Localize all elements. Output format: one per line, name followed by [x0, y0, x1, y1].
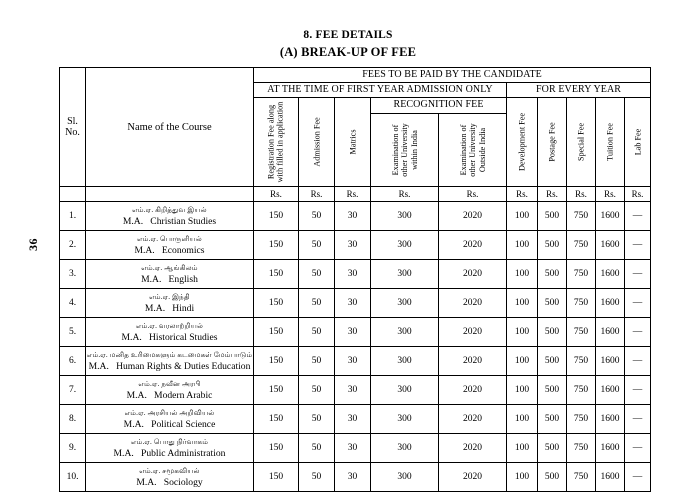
cell-fee-value: 150 [254, 347, 299, 376]
cell-fee-value: 50 [299, 318, 335, 347]
table-row [60, 434, 651, 463]
cell-fee-value: 500 [538, 463, 567, 492]
header-course-name: Name of the Course [86, 68, 254, 187]
table-row [60, 318, 651, 347]
header-col-postage-fee [538, 98, 567, 187]
cell-sl-no: 4. [60, 289, 86, 318]
cell-fee-value: 50 [299, 376, 335, 405]
cell-course-name [86, 347, 254, 376]
currency-exam-outside-india: Rs. [439, 187, 507, 202]
header-col-postage-fee-label: Postage Fee [547, 122, 557, 162]
cell-fee-value: — [625, 289, 651, 318]
course-name-english: M.A. Hindi [144, 303, 195, 314]
fee-details-table-container [59, 67, 644, 492]
cell-fee-value: 30 [335, 202, 371, 231]
course-name-english: M.A. English [141, 274, 198, 285]
cell-sl-no: 10. [60, 463, 86, 492]
cell-fee-value: 100 [507, 289, 538, 318]
header-band-recognition-fee: RECOGNITION FEE [371, 98, 507, 114]
cell-fee-value: 150 [254, 260, 299, 289]
currency-development-fee: Rs. [507, 187, 538, 202]
cell-fee-value: 50 [299, 202, 335, 231]
cell-fee-value: 750 [567, 347, 596, 376]
table-row [60, 231, 651, 260]
cell-fee-value: 150 [254, 376, 299, 405]
cell-fee-value: 30 [335, 376, 371, 405]
header-col-exam-outside-india-label: Examination of other University Outside India [458, 123, 487, 177]
cell-fee-value: 500 [538, 434, 567, 463]
cell-course-name [86, 231, 254, 260]
cell-fee-value: 50 [299, 434, 335, 463]
cell-sl-no: 7. [60, 376, 86, 405]
course-name-tamil: எம்.ஏ. ஆங்கிலம் [141, 264, 198, 272]
fee-details-table [59, 67, 651, 492]
cell-fee-value: 300 [371, 260, 439, 289]
cell-fee-value: 50 [299, 231, 335, 260]
cell-fee-value: 30 [335, 289, 371, 318]
cell-fee-value: 500 [538, 347, 567, 376]
cell-sl-no: 8. [60, 405, 86, 434]
table-row [60, 405, 651, 434]
cell-sl-no: 9. [60, 434, 86, 463]
cell-fee-value: — [625, 376, 651, 405]
cell-fee-value: 1600 [596, 434, 625, 463]
header-col-lab-fee [625, 98, 651, 187]
table-header [60, 68, 651, 202]
currency-exam-within-india: Rs. [371, 187, 439, 202]
cell-fee-value: 750 [567, 289, 596, 318]
cell-fee-value: 500 [538, 260, 567, 289]
cell-fee-value: 150 [254, 289, 299, 318]
header-col-special-fee [567, 98, 596, 187]
cell-fee-value: 1600 [596, 260, 625, 289]
cell-fee-value: 1600 [596, 405, 625, 434]
cell-fee-value: 2020 [439, 434, 507, 463]
cell-fee-value: 300 [371, 347, 439, 376]
cell-sl-no: 3. [60, 260, 86, 289]
cell-fee-value: 100 [507, 463, 538, 492]
table-row [60, 347, 651, 376]
header-col-admission-fee-label: Admission Fee [311, 117, 321, 167]
cell-fee-value: 500 [538, 376, 567, 405]
header-col-development-fee-label: Development Fee [517, 113, 527, 171]
header-sl-line2: No. [65, 127, 80, 138]
cell-fee-value: 1600 [596, 318, 625, 347]
currency-matrics: Rs. [335, 187, 371, 202]
header-col-tuition-fee [596, 98, 625, 187]
cell-fee-value: 100 [507, 347, 538, 376]
header-col-tuition-fee-label: Tuition Fee [605, 123, 615, 161]
table-body [60, 202, 651, 492]
course-name-english: M.A. Sociology [136, 477, 203, 488]
cell-fee-value: 750 [567, 231, 596, 260]
cell-fee-value: 750 [567, 434, 596, 463]
currency-lab-fee: Rs. [625, 187, 651, 202]
currency-special-fee: Rs. [567, 187, 596, 202]
course-name-english: M.A. Political Science [123, 419, 216, 430]
header-band-every-year: FOR EVERY YEAR [507, 83, 651, 98]
course-name-tamil: எம்.ஏ. அரசியல் அறிவியல் [124, 409, 215, 417]
cell-fee-value: 1600 [596, 347, 625, 376]
cell-fee-value: 150 [254, 202, 299, 231]
header-band-row-1 [60, 68, 651, 83]
cell-fee-value: 2020 [439, 260, 507, 289]
cell-fee-value: 1600 [596, 376, 625, 405]
cell-fee-value: 2020 [439, 376, 507, 405]
cell-fee-value: 30 [335, 434, 371, 463]
cell-fee-value: — [625, 347, 651, 376]
page-heading [0, 28, 696, 60]
cell-fee-value: 150 [254, 405, 299, 434]
cell-fee-value: 1600 [596, 289, 625, 318]
header-col-lab-fee-label: Lab Fee [632, 128, 642, 156]
cell-fee-value: 2020 [439, 318, 507, 347]
cell-fee-value: 100 [507, 318, 538, 347]
cell-fee-value: — [625, 434, 651, 463]
cell-fee-value: 300 [371, 376, 439, 405]
cell-fee-value: — [625, 260, 651, 289]
header-sl-no [60, 68, 86, 187]
table-row [60, 376, 651, 405]
header-col-admission-fee [299, 98, 335, 187]
cell-fee-value: 750 [567, 405, 596, 434]
cell-fee-value: 100 [507, 260, 538, 289]
table-row [60, 202, 651, 231]
cell-fee-value: 300 [371, 318, 439, 347]
currency-row [60, 187, 651, 202]
course-name-tamil: எம்.ஏ. இந்தி [149, 293, 190, 301]
cell-fee-value: 50 [299, 463, 335, 492]
cell-sl-no: 6. [60, 347, 86, 376]
cell-fee-value: 150 [254, 318, 299, 347]
cell-fee-value: 100 [507, 376, 538, 405]
cell-fee-value: 750 [567, 202, 596, 231]
cell-fee-value: 100 [507, 231, 538, 260]
course-name-english: M.A. Public Administration [113, 448, 226, 459]
cell-course-name [86, 434, 254, 463]
cell-fee-value: 30 [335, 405, 371, 434]
cell-fee-value: 1600 [596, 463, 625, 492]
cell-course-name [86, 376, 254, 405]
cell-fee-value: 500 [538, 405, 567, 434]
cell-fee-value: 100 [507, 202, 538, 231]
cell-fee-value: 50 [299, 405, 335, 434]
cell-fee-value: 150 [254, 231, 299, 260]
cell-fee-value: 50 [299, 260, 335, 289]
course-name-english: M.A. Human Rights & Duties Education [88, 361, 251, 372]
course-name-tamil: எம்.ஏ. பொது நிர்வாகம் [130, 438, 209, 446]
cell-fee-value: 750 [567, 463, 596, 492]
cell-fee-value: 2020 [439, 289, 507, 318]
cell-course-name [86, 405, 254, 434]
header-sl-line1: Sl. [67, 115, 78, 127]
table-row [60, 260, 651, 289]
cell-course-name [86, 202, 254, 231]
cell-fee-value: — [625, 318, 651, 347]
currency-registration-fee: Rs. [254, 187, 299, 202]
currency-spacer-sl [60, 187, 86, 202]
currency-postage-fee: Rs. [538, 187, 567, 202]
cell-fee-value: 750 [567, 318, 596, 347]
header-col-exam-within-india [371, 113, 439, 186]
cell-fee-value: 50 [299, 347, 335, 376]
cell-fee-value: 2020 [439, 347, 507, 376]
header-col-registration-fee-label: Registration Fee along with filled in application [266, 101, 285, 183]
header-band-fees-all: FEES TO BE PAID BY THE CANDIDATE [254, 68, 651, 83]
cell-course-name [86, 260, 254, 289]
header-col-special-fee-label: Special Fee [576, 123, 586, 161]
course-name-tamil: எம்.ஏ. பொருளியல் [137, 235, 202, 243]
cell-fee-value: — [625, 463, 651, 492]
cell-fee-value: 300 [371, 231, 439, 260]
course-name-tamil: எம்.ஏ. மனித உரிமைகளும் கடமைகள் மேம்பாடும் [86, 351, 253, 359]
cell-fee-value: 2020 [439, 463, 507, 492]
cell-sl-no: 1. [60, 202, 86, 231]
currency-spacer-course [86, 187, 254, 202]
cell-fee-value: 100 [507, 405, 538, 434]
cell-fee-value: 500 [538, 318, 567, 347]
cell-fee-value: 150 [254, 463, 299, 492]
course-name-english: M.A. Historical Studies [121, 332, 218, 343]
cell-fee-value: 500 [538, 231, 567, 260]
cell-fee-value: 50 [299, 289, 335, 318]
cell-fee-value: 750 [567, 376, 596, 405]
cell-fee-value: 30 [335, 347, 371, 376]
cell-fee-value: 500 [538, 202, 567, 231]
cell-fee-value: 30 [335, 231, 371, 260]
cell-fee-value: 100 [507, 434, 538, 463]
course-name-english: M.A. Economics [134, 245, 205, 256]
cell-fee-value: 300 [371, 405, 439, 434]
table-row [60, 463, 651, 492]
cell-fee-value: — [625, 202, 651, 231]
cell-fee-value: 30 [335, 260, 371, 289]
header-col-exam-outside-india [439, 113, 507, 186]
header-col-exam-within-india-label: Examination of other University within India [390, 123, 419, 177]
header-col-registration-fee [254, 98, 299, 187]
course-name-tamil: எம்.ஏ. சமூகவியல் [139, 467, 200, 475]
cell-sl-no: 2. [60, 231, 86, 260]
cell-fee-value: 2020 [439, 231, 507, 260]
cell-fee-value: 300 [371, 434, 439, 463]
course-name-english: M.A. Modern Arabic [126, 390, 213, 401]
page-title: 8. FEE DETAILS [303, 29, 393, 41]
cell-fee-value: 30 [335, 318, 371, 347]
cell-fee-value: 1600 [596, 202, 625, 231]
cell-fee-value: 150 [254, 434, 299, 463]
table-row [60, 289, 651, 318]
cell-fee-value: — [625, 231, 651, 260]
cell-fee-value: 750 [567, 260, 596, 289]
header-col-development-fee [507, 98, 538, 187]
cell-sl-no: 5. [60, 318, 86, 347]
page-subtitle: (A) BREAK-UP OF FEE [279, 45, 417, 59]
cell-fee-value: 500 [538, 289, 567, 318]
cell-fee-value: 2020 [439, 405, 507, 434]
currency-admission-fee: Rs. [299, 187, 335, 202]
header-col-matrics-label: Matrics [347, 129, 357, 155]
cell-course-name [86, 463, 254, 492]
course-name-tamil: எம்.ஏ. நவீன அரபி [138, 380, 201, 388]
header-band-first-year: AT THE TIME OF FIRST YEAR ADMISSION ONLY [254, 83, 507, 98]
cell-fee-value: — [625, 405, 651, 434]
cell-fee-value: 2020 [439, 202, 507, 231]
cell-fee-value: 300 [371, 202, 439, 231]
cell-fee-value: 300 [371, 289, 439, 318]
cell-fee-value: 300 [371, 463, 439, 492]
cell-fee-value: 30 [335, 463, 371, 492]
course-name-english: M.A. Christian Studies [122, 216, 217, 227]
course-name-tamil: எம்.ஏ. வரலாற்றியல் [135, 322, 204, 330]
header-col-matrics [335, 98, 371, 187]
currency-tuition-fee: Rs. [596, 187, 625, 202]
cell-course-name [86, 318, 254, 347]
course-name-tamil: எம்.ஏ. கிறித்துவ இயல் [132, 206, 207, 214]
cell-course-name [86, 289, 254, 318]
page-folio: 36 [26, 238, 40, 251]
cell-fee-value: 1600 [596, 231, 625, 260]
